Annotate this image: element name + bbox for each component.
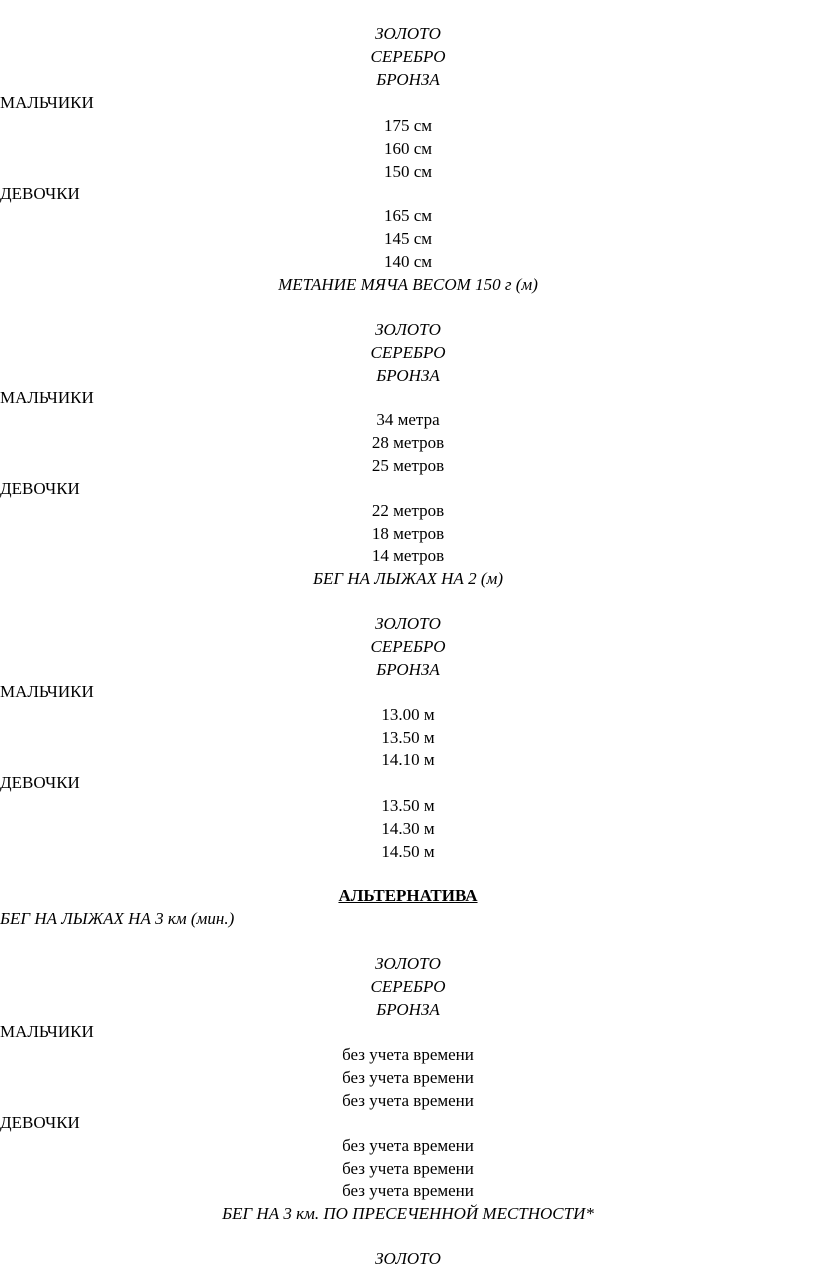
medal-silver-label: СЕРЕБРО xyxy=(370,343,446,362)
medal-silver-label: СЕРЕБРО xyxy=(370,47,446,66)
medal-silver-label: СЕРЕБРО xyxy=(370,637,446,656)
ski2-boys-gold: 13.00 м xyxy=(381,705,435,724)
group-boys-label: МАЛЬЧИКИ xyxy=(0,388,94,407)
medal-bronze-label: БРОНЗА xyxy=(376,1000,440,1019)
ski2-boys-silver: 13.50 м xyxy=(381,728,435,747)
medal-gold-label: ЗОЛОТО xyxy=(375,1249,441,1268)
ski2-boys-bronze: 14.10 м xyxy=(381,750,435,769)
ball-girls-gold: 22 метров xyxy=(371,501,445,520)
jump-girls-silver: 145 см xyxy=(383,229,433,248)
medal-gold-label: ЗОЛОТО xyxy=(375,320,441,339)
medal-bronze-label: БРОНЗА xyxy=(376,366,440,385)
group-girls-label: ДЕВОЧКИ xyxy=(0,773,80,792)
ski2-girls-silver: 14.30 м xyxy=(381,819,435,838)
ski3-girls-silver: без учета времени xyxy=(342,1159,474,1178)
ski3-boys-gold: без учета времени xyxy=(342,1045,474,1064)
ball-throw-title: МЕТАНИЕ МЯЧА ВЕСОМ 150 г (м) xyxy=(278,275,538,294)
group-boys-label: МАЛЬЧИКИ xyxy=(0,1022,94,1041)
jump-boys-gold: 175 см xyxy=(383,116,433,135)
ball-boys-gold: 34 метра xyxy=(376,410,440,429)
group-girls-label: ДЕВОЧКИ xyxy=(0,184,80,203)
ski3-boys-bronze: без учета времени xyxy=(342,1091,474,1110)
ski-2-title: БЕГ НА ЛЫЖАХ НА 2 (м) xyxy=(312,569,503,588)
ski-3-title: БЕГ НА ЛЫЖАХ НА 3 км (мин.) xyxy=(0,909,235,928)
ski2-girls-bronze: 14.50 м xyxy=(381,842,435,861)
ball-girls-bronze: 14 метров xyxy=(371,546,445,565)
jump-boys-silver: 160 см xyxy=(383,139,433,158)
medal-silver-label: СЕРЕБРО xyxy=(370,977,446,996)
group-boys-label: МАЛЬЧИКИ xyxy=(0,93,94,112)
ball-girls-silver: 18 метров xyxy=(371,524,445,543)
ski3-boys-silver: без учета времени xyxy=(342,1068,474,1087)
group-girls-label: ДЕВОЧКИ xyxy=(0,1113,80,1132)
ball-boys-silver: 28 метров xyxy=(371,433,445,452)
ball-boys-bronze: 25 метров xyxy=(371,456,445,475)
medal-bronze-label: БРОНЗА xyxy=(376,660,440,679)
jump-boys-bronze: 150 см xyxy=(383,162,433,181)
group-boys-label: МАЛЬЧИКИ xyxy=(0,682,94,701)
cross-title: БЕГ НА 3 км. ПО ПРЕСЕЧЕННОЙ МЕСТНОСТИ* xyxy=(222,1204,594,1223)
ski3-girls-bronze: без учета времени xyxy=(342,1181,474,1200)
medal-gold-label: ЗОЛОТО xyxy=(375,954,441,973)
medal-bronze-label: БРОНЗА xyxy=(376,70,440,89)
jump-girls-bronze: 140 см xyxy=(383,252,433,271)
group-girls-label: ДЕВОЧКИ xyxy=(0,479,80,498)
ski3-girls-gold: без учета времени xyxy=(342,1136,474,1155)
ski2-girls-gold: 13.50 м xyxy=(381,796,435,815)
jump-girls-gold: 165 см xyxy=(383,206,433,225)
medal-gold-label: ЗОЛОТО xyxy=(375,24,441,43)
alternative-heading: АЛЬТЕРНАТИВА xyxy=(338,886,478,905)
medal-gold-label: ЗОЛОТО xyxy=(375,614,441,633)
